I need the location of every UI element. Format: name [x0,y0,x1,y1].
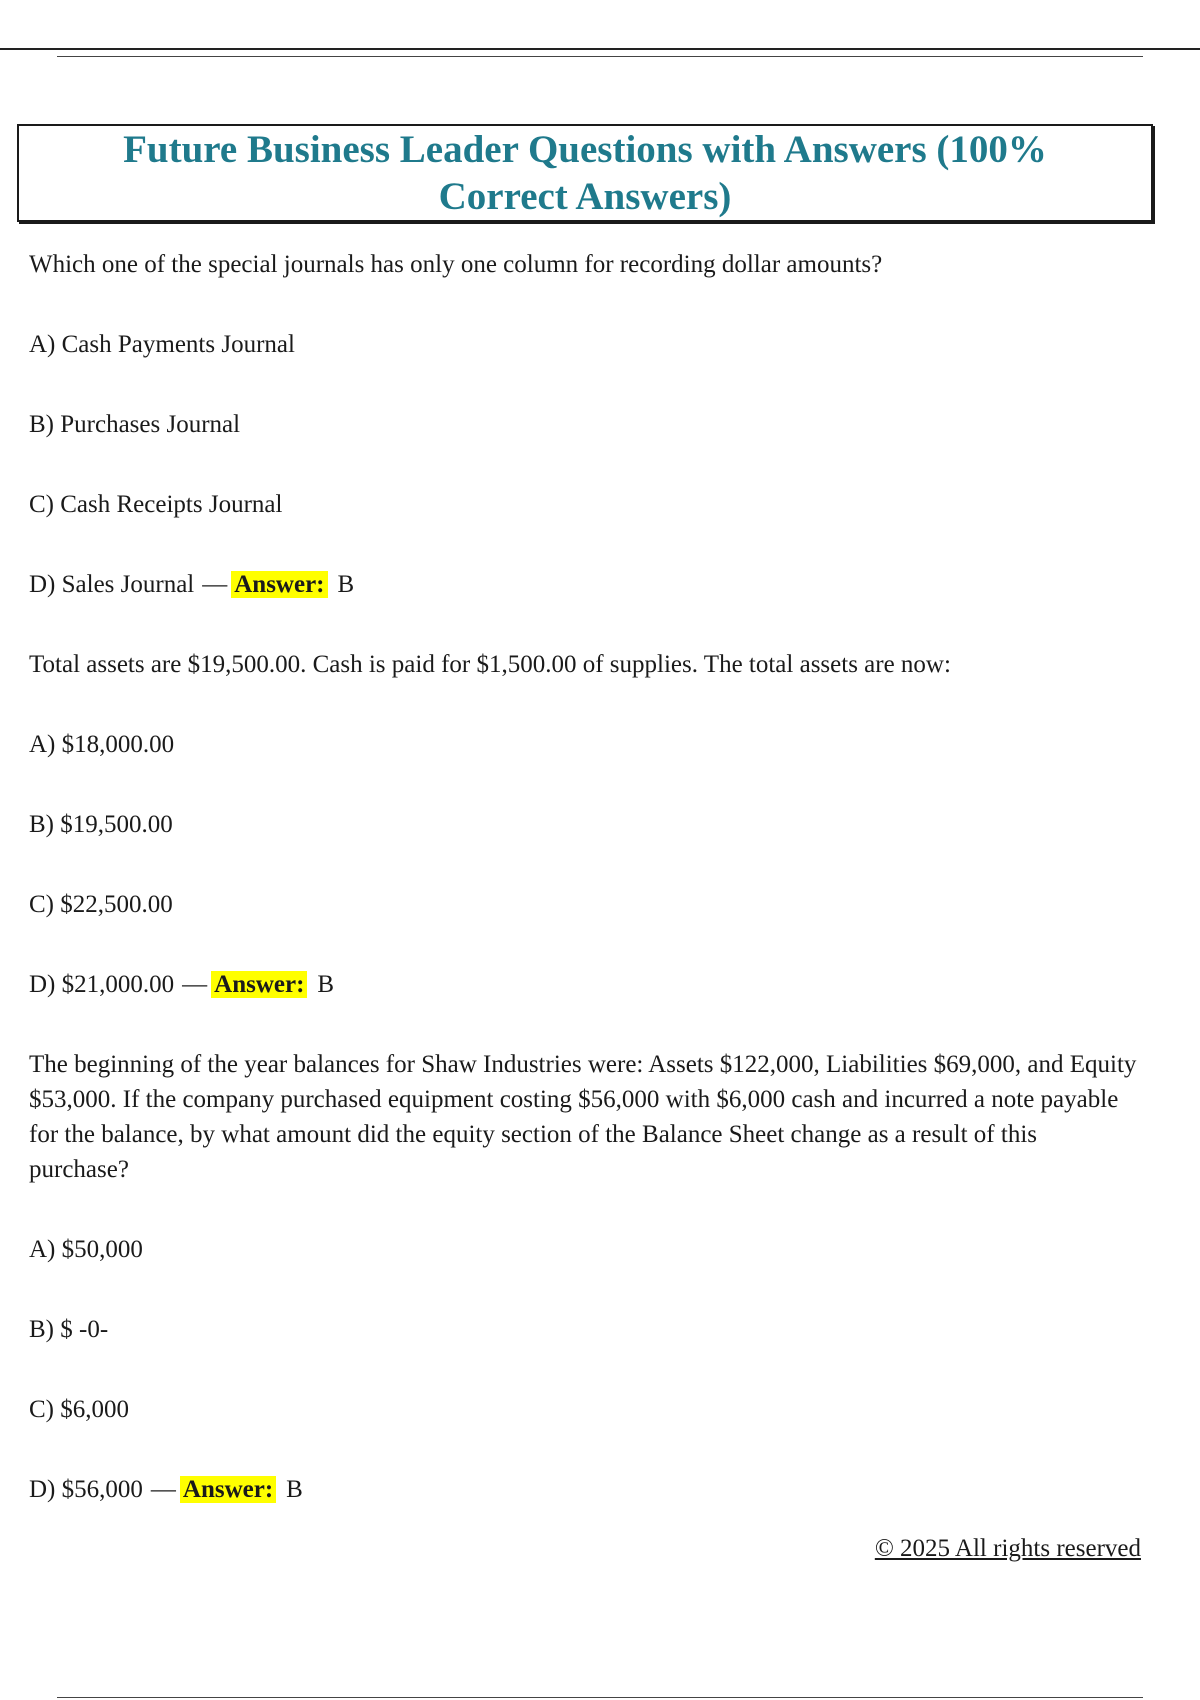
answer-value: B [286,1476,303,1503]
separator: — [182,971,208,998]
option-c: C) $6,000 [29,1396,129,1423]
title-box [17,124,1153,222]
bottom-rule [57,1697,1143,1698]
question-text: Which one of the special journals has only one column for recording dollar amounts? [29,251,883,278]
question-list [29,247,1139,1507]
option-c: C) $22,500.00 [29,891,173,918]
answer-line [29,567,1139,602]
option-b: B) $19,500.00 [29,811,173,838]
answer-value: B [317,971,335,998]
question-text: Total assets are $19,500.00. Cash is paid for $1,500.00 of supplies. The total assets are now: [29,651,951,678]
answer-line [29,1472,1139,1507]
option-d: D) $21,000.00 [29,971,175,998]
option-c: C) Cash Receipts Journal [29,491,283,518]
option-a: A) $18,000.00 [29,731,175,758]
option-d: D) Sales Journal [29,571,195,598]
option-b: B) Purchases Journal [29,411,241,438]
top-rule [0,48,1200,50]
option-a: A) Cash Payments Journal [29,331,295,358]
answer-label: Answer: [211,971,307,998]
option-d: D) $56,000 [29,1476,143,1503]
separator: — [202,571,228,598]
answer-label: Answer: [231,571,327,598]
answer-label: Answer: [180,1476,276,1503]
option-a: A) $50,000 [29,1236,143,1263]
separator: — [150,1476,176,1503]
question-text: The beginning of the year balances for Shaw Industries were: Assets $122,000, Liabilities $69,000, and Equity $53,000. If the company purchased equipment costing $56,000 with $6,000 cash and incurred a note payable for the balance, by what amount did the equity section of the Balance Sheet change as a result of this purchase? [29,1051,1137,1183]
document-title: Future Business Leader Questions with Answers (100% Correct Answers) [123,128,1047,218]
option-b: B) $ -0- [29,1316,109,1343]
answer-line [29,967,1139,1002]
top-rule-thin [57,56,1143,57]
answer-value: B [337,571,355,598]
copyright-footer: © 2025 All rights reserved [874,1535,1141,1562]
